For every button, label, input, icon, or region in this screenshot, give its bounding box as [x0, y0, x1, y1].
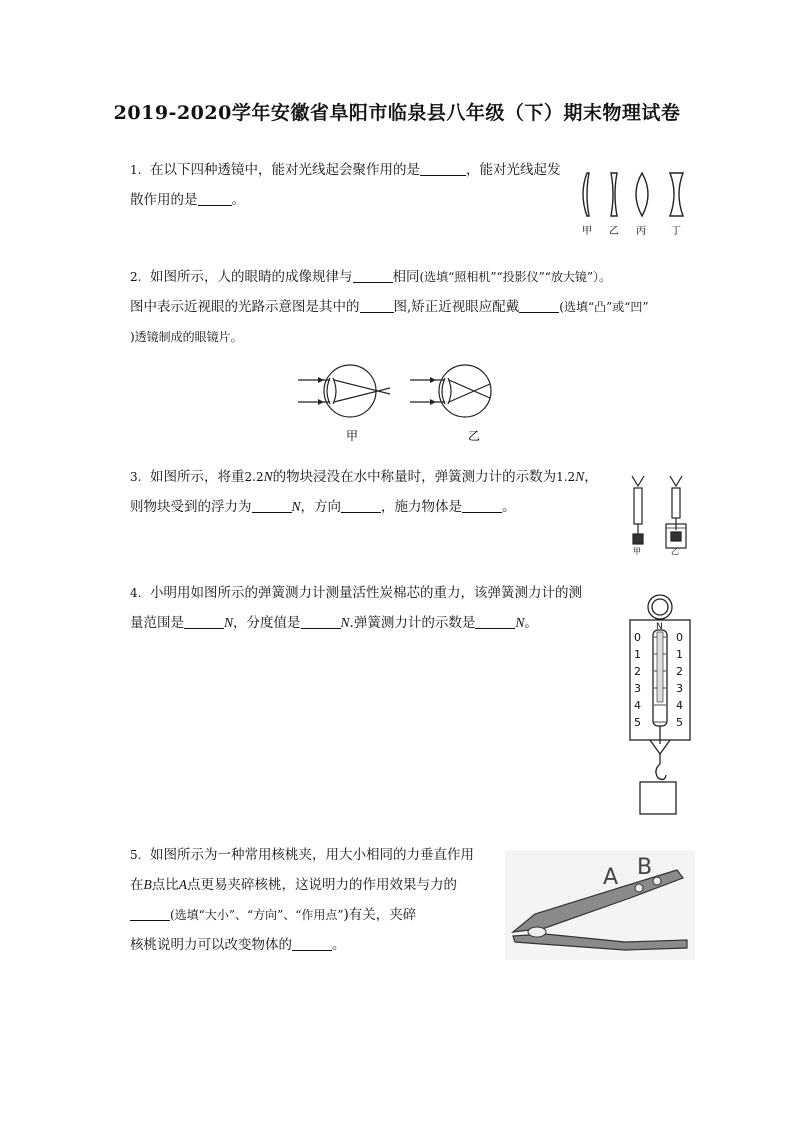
- unit-label: N: [656, 622, 663, 632]
- lens-label: 丁: [671, 226, 681, 237]
- question-text: )有关，夹碎: [343, 907, 417, 923]
- question-text: 。: [502, 499, 516, 515]
- scale-label: 5: [676, 716, 683, 729]
- scale-label: 4: [634, 699, 641, 712]
- scale-label: 3: [676, 682, 683, 695]
- scale-label: 3: [634, 682, 641, 695]
- answer-blank[interactable]: [353, 266, 393, 283]
- question-text: (选填“照相机”“投影仪”“放大镜”）。: [419, 270, 611, 284]
- question-text: ，施力物体是: [381, 499, 463, 515]
- question-4: [130, 578, 610, 638]
- question-text: ，: [584, 469, 598, 485]
- point-label-b: B: [637, 855, 653, 880]
- question-text: 点更易夹碎核桃，这说明力的作用效果与力的: [187, 877, 457, 893]
- question-text: 量范围是: [130, 615, 184, 631]
- question-5: [130, 840, 510, 960]
- answer-blank[interactable]: [301, 612, 341, 629]
- question-text: 。: [524, 615, 538, 631]
- lens-label: 丙: [636, 226, 646, 237]
- lens-figure: [575, 168, 695, 240]
- question-text: 如图所示，将重: [150, 469, 245, 485]
- unit: N: [263, 469, 273, 484]
- unit: N: [575, 469, 585, 484]
- reading-value: 1.2: [556, 470, 576, 484]
- question-text: 如图所示为一种常用核桃夹，用大小相同的力垂直作用: [150, 847, 474, 863]
- unit: N: [515, 615, 525, 630]
- nutcracker-figure: [505, 850, 695, 960]
- point-label: B: [143, 877, 152, 892]
- point-label: A: [178, 877, 187, 892]
- figure-label: 乙: [468, 429, 481, 443]
- scale-label: 0: [634, 631, 641, 644]
- question-2: [130, 262, 710, 352]
- figure-label: 甲: [633, 547, 641, 556]
- point-label-a: A: [603, 865, 619, 890]
- scale-label: 2: [676, 665, 683, 678]
- unit: N: [291, 499, 301, 514]
- question-text: 的物块浸没在水中称量时，弹簧测力计的示数为: [272, 469, 557, 485]
- question-text: .弹簧测力计的示数是: [349, 615, 476, 631]
- question-text: )透镜制成的眼镜片。: [130, 330, 243, 344]
- question-number: 5.: [130, 848, 142, 862]
- question-text: 散作用的是: [130, 192, 198, 208]
- question-text: ，能对光线起发: [466, 162, 561, 178]
- lens-label: 甲: [582, 226, 592, 237]
- question-text: 在: [130, 877, 144, 893]
- answer-blank[interactable]: [462, 496, 502, 513]
- answer-blank[interactable]: [198, 189, 232, 206]
- question-text: ，分度值是: [233, 615, 301, 631]
- question-text: 核桃说明力可以改变物体的: [130, 937, 292, 953]
- question-1: [130, 155, 570, 215]
- scale-label: 0: [676, 631, 683, 644]
- scale-label: 5: [634, 716, 641, 729]
- question-text: 点比: [151, 877, 179, 893]
- weight-value: 2.2: [244, 470, 264, 484]
- question-number: 3.: [130, 470, 142, 484]
- figure-label: 甲: [346, 429, 359, 443]
- answer-blank[interactable]: [292, 934, 332, 951]
- question-3: [130, 462, 630, 522]
- answer-blank[interactable]: [475, 612, 515, 629]
- question-number: 4.: [130, 586, 142, 600]
- answer-blank[interactable]: [184, 612, 224, 629]
- unit: N: [340, 615, 350, 630]
- question-text: 相同: [392, 269, 420, 285]
- scale-label: 2: [634, 665, 641, 678]
- lens-label: 乙: [609, 226, 619, 237]
- page-title: 2019-2020学年安徽省阜阳市临泉县八年级（下）期末物理试卷: [113, 102, 681, 124]
- spring-scale-buoyancy-figure: [622, 472, 698, 556]
- question-text: ，方向: [300, 499, 342, 515]
- question-text: 小明用如图所示的弹簧测力计测量活性炭棉芯的重力，该弹簧测力计的测: [150, 585, 582, 601]
- question-text: 则物块受到的浮力为: [130, 499, 252, 515]
- question-text: (选填“大小”、“方向”、“作用点”: [170, 908, 344, 922]
- spring-scale-figure: [620, 592, 700, 820]
- figure-label: 乙: [671, 547, 679, 556]
- question-number: 2.: [130, 270, 142, 284]
- answer-blank[interactable]: [360, 296, 394, 313]
- answer-blank[interactable]: [130, 904, 170, 921]
- question-text: (选填“凸”或“凹”: [559, 300, 649, 314]
- answer-blank[interactable]: [252, 496, 292, 513]
- scale-label: 1: [634, 648, 641, 661]
- answer-blank[interactable]: [420, 159, 466, 176]
- question-text: 在以下四种透镜中，能对光线起会聚作用的是: [150, 162, 420, 178]
- question-text: 。: [332, 937, 346, 953]
- question-text: 如图所示，人的眼睛的成像规律与: [150, 269, 353, 285]
- question-text: 图,矫正近视眼应配戴: [393, 299, 520, 315]
- eye-diagram: [290, 360, 510, 450]
- scale-label: 4: [676, 699, 683, 712]
- unit: N: [224, 615, 234, 630]
- answer-blank[interactable]: [519, 296, 559, 313]
- question-number: 1.: [130, 163, 142, 177]
- question-text: 图中表示近视眼的光路示意图是其中的: [130, 299, 360, 315]
- scale-label: 1: [676, 648, 683, 661]
- question-text: 。: [231, 192, 245, 208]
- answer-blank[interactable]: [341, 496, 381, 513]
